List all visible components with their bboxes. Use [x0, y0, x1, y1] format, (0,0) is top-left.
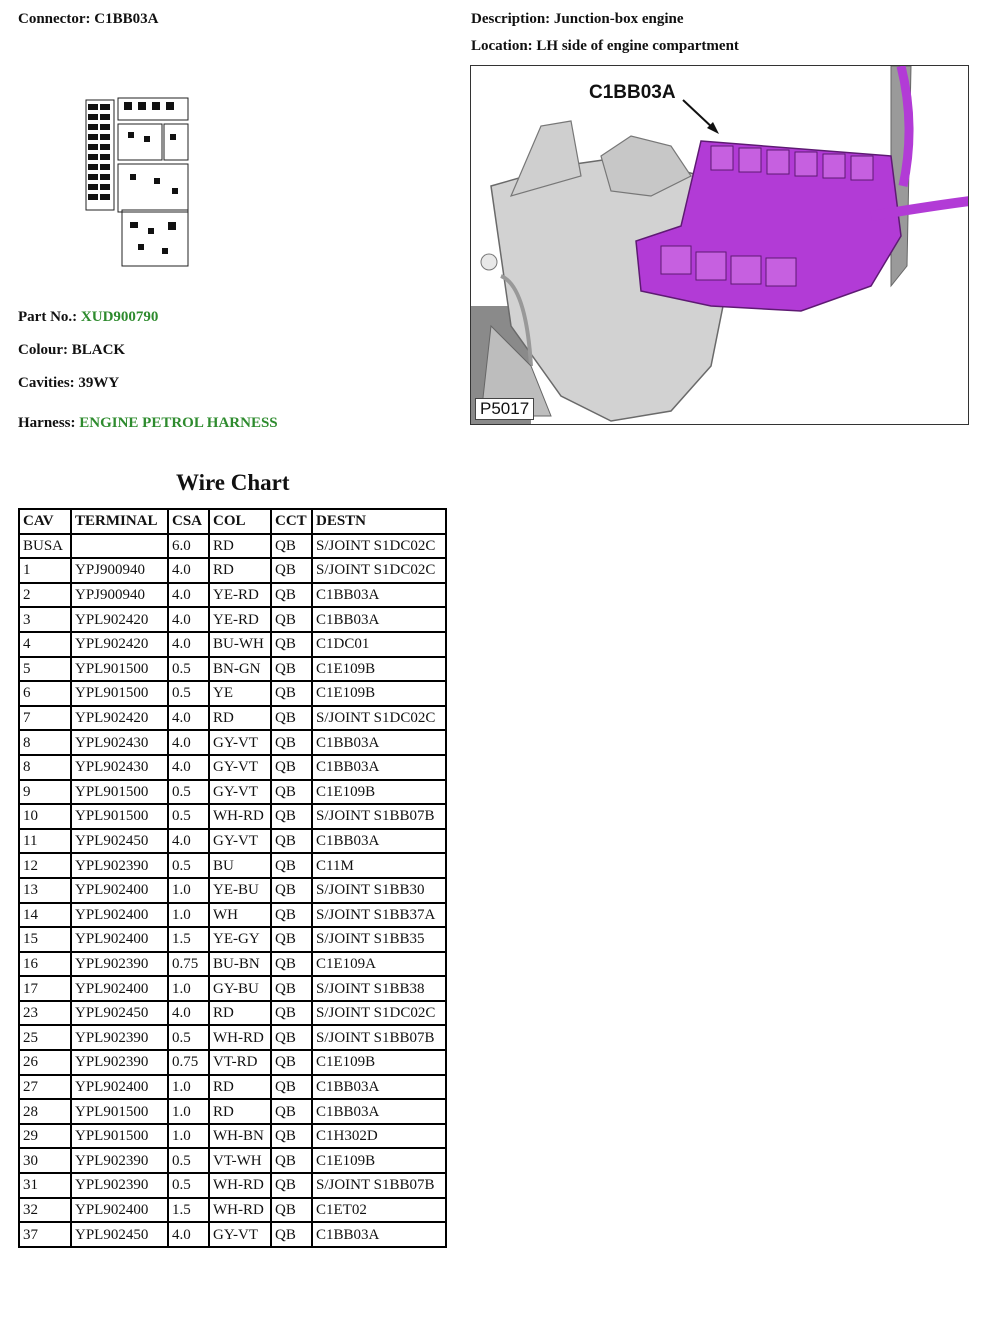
terminal-cell: YPL902390 [71, 1173, 168, 1198]
csa-cell: 4.0 [168, 730, 209, 755]
cct-cell: QB [271, 558, 312, 583]
csa-cell: 4.0 [168, 558, 209, 583]
csa-cell: 0.75 [168, 952, 209, 977]
col-cell: YE-BU [209, 878, 271, 903]
csa-cell: 4.0 [168, 1001, 209, 1026]
terminal-cell: YPL902420 [71, 706, 168, 731]
destn-cell: S/JOINT S1BB37A [312, 903, 446, 928]
table-row [19, 1148, 446, 1173]
destn-cell: C1BB03A [312, 1222, 446, 1247]
terminal-cell: YPL902420 [71, 632, 168, 657]
column-header: CAV [19, 509, 71, 534]
col-cell: WH-RD [209, 1198, 271, 1223]
cav-cell: 25 [19, 1025, 71, 1050]
engine-compartment-illustration [471, 66, 969, 425]
cav-cell: 31 [19, 1173, 71, 1198]
csa-cell: 4.0 [168, 706, 209, 731]
col-cell: WH-RD [209, 1173, 271, 1198]
wire-chart-body [19, 534, 446, 1247]
destn-cell: C1BB03A [312, 607, 446, 632]
destn-cell: S/JOINT S1BB35 [312, 927, 446, 952]
col-cell: YE [209, 681, 271, 706]
description-line [471, 11, 684, 28]
destn-cell: S/JOINT S1BB30 [312, 878, 446, 903]
cav-cell: 14 [19, 903, 71, 928]
cct-cell: QB [271, 1075, 312, 1100]
part-no-label: Part No.: [18, 309, 78, 325]
col-cell: BU-WH [209, 632, 271, 657]
col-cell: RD [209, 534, 271, 559]
col-cell: WH-BN [209, 1124, 271, 1149]
cct-cell: QB [271, 534, 312, 559]
destn-cell: C11M [312, 853, 446, 878]
cct-cell: QB [271, 681, 312, 706]
destn-cell: C1BB03A [312, 730, 446, 755]
cav-cell: 30 [19, 1148, 71, 1173]
table-row [19, 632, 446, 657]
table-row [19, 853, 446, 878]
colour-line [18, 342, 125, 359]
terminal-cell: YPL902390 [71, 952, 168, 977]
cct-cell: QB [271, 1148, 312, 1173]
csa-cell: 4.0 [168, 1222, 209, 1247]
terminal-cell: YPL902400 [71, 976, 168, 1001]
cav-cell: 2 [19, 583, 71, 608]
terminal-cell: YPL902450 [71, 1001, 168, 1026]
terminal-cell: YPL901500 [71, 681, 168, 706]
table-row [19, 878, 446, 903]
terminal-cell: YPL902400 [71, 1198, 168, 1223]
table-row [19, 607, 446, 632]
destn-cell: C1H302D [312, 1124, 446, 1149]
cct-cell: QB [271, 706, 312, 731]
col-cell: VT-WH [209, 1148, 271, 1173]
terminal-cell: YPL902420 [71, 607, 168, 632]
cct-cell: QB [271, 607, 312, 632]
destn-cell: S/JOINT S1DC02C [312, 558, 446, 583]
colour-label: Colour: [18, 342, 68, 358]
cavities-line [18, 375, 119, 392]
terminal-cell: YPL902400 [71, 878, 168, 903]
destn-cell: C1E109B [312, 1050, 446, 1075]
destn-cell: C1E109B [312, 1148, 446, 1173]
part-no-link[interactable]: XUD900790 [80, 309, 159, 325]
cct-cell: QB [271, 730, 312, 755]
col-cell: GY-VT [209, 1222, 271, 1247]
col-cell: GY-VT [209, 730, 271, 755]
csa-cell: 1.0 [168, 903, 209, 928]
column-header: CCT [271, 509, 312, 534]
destn-cell: C1E109B [312, 780, 446, 805]
cct-cell: QB [271, 952, 312, 977]
cav-cell: 7 [19, 706, 71, 731]
photo-reference-label: P5017 [475, 398, 534, 420]
terminal-cell: YPL902390 [71, 853, 168, 878]
terminal-cell: YPL902400 [71, 903, 168, 928]
table-row [19, 583, 446, 608]
csa-cell: 0.5 [168, 804, 209, 829]
col-cell: BU-BN [209, 952, 271, 977]
cav-cell: 23 [19, 1001, 71, 1026]
terminal-cell [71, 534, 168, 559]
table-row [19, 976, 446, 1001]
terminal-cell: YPL901500 [71, 1099, 168, 1124]
csa-cell: 4.0 [168, 829, 209, 854]
terminal-cell: YPL901500 [71, 1124, 168, 1149]
cav-cell: 17 [19, 976, 71, 1001]
cav-cell: 27 [19, 1075, 71, 1100]
terminal-cell: YPJ900940 [71, 583, 168, 608]
cav-cell: 15 [19, 927, 71, 952]
csa-cell: 4.0 [168, 632, 209, 657]
destn-cell: C1E109B [312, 657, 446, 682]
cct-cell: QB [271, 927, 312, 952]
col-cell: VT-RD [209, 1050, 271, 1075]
column-header: COL [209, 509, 271, 534]
destn-cell: S/JOINT S1DC02C [312, 534, 446, 559]
cav-cell: 4 [19, 632, 71, 657]
table-row [19, 829, 446, 854]
photo-callout-label: C1BB03A [589, 82, 676, 103]
table-row [19, 1173, 446, 1198]
column-header: TERMINAL [71, 509, 168, 534]
col-cell: RD [209, 1075, 271, 1100]
table-header-row [19, 509, 446, 534]
location-label: Location: [471, 38, 533, 54]
cct-cell: QB [271, 903, 312, 928]
cct-cell: QB [271, 1124, 312, 1149]
terminal-cell: YPL901500 [71, 804, 168, 829]
location-line [471, 38, 739, 55]
table-row [19, 1075, 446, 1100]
table-row [19, 780, 446, 805]
table-row [19, 534, 446, 559]
terminal-cell: YPL901500 [71, 657, 168, 682]
col-cell: YE-RD [209, 583, 271, 608]
cct-cell: QB [271, 853, 312, 878]
csa-cell: 1.0 [168, 976, 209, 1001]
cav-cell: 13 [19, 878, 71, 903]
cct-cell: QB [271, 829, 312, 854]
cav-cell: 10 [19, 804, 71, 829]
destn-cell: C1BB03A [312, 583, 446, 608]
col-cell: RD [209, 1099, 271, 1124]
cav-cell: 32 [19, 1198, 71, 1223]
column-header: DESTN [312, 509, 446, 534]
csa-cell: 1.0 [168, 878, 209, 903]
cct-cell: QB [271, 878, 312, 903]
csa-cell: 0.5 [168, 1025, 209, 1050]
cct-cell: QB [271, 1222, 312, 1247]
terminal-cell: YPL902400 [71, 927, 168, 952]
table-row [19, 952, 446, 977]
destn-cell: S/JOINT S1BB07B [312, 1025, 446, 1050]
cct-cell: QB [271, 755, 312, 780]
wire-chart-table [18, 508, 447, 1248]
col-cell: GY-VT [209, 829, 271, 854]
table-row [19, 927, 446, 952]
table-row [19, 681, 446, 706]
table-row [19, 657, 446, 682]
table-row [19, 730, 446, 755]
csa-cell: 0.5 [168, 1148, 209, 1173]
table-row [19, 1050, 446, 1075]
cav-cell: 3 [19, 607, 71, 632]
cct-cell: QB [271, 1025, 312, 1050]
destn-cell: C1BB03A [312, 1075, 446, 1100]
connector-line [18, 11, 158, 28]
cav-cell: 11 [19, 829, 71, 854]
cct-cell: QB [271, 1198, 312, 1223]
col-cell: BN-GN [209, 657, 271, 682]
cav-cell: 29 [19, 1124, 71, 1149]
table-row [19, 1001, 446, 1026]
table-row [19, 1124, 446, 1149]
cav-cell: 12 [19, 853, 71, 878]
terminal-cell: YPL902390 [71, 1050, 168, 1075]
terminal-cell: YPL902390 [71, 1025, 168, 1050]
cct-cell: QB [271, 657, 312, 682]
cct-cell: QB [271, 780, 312, 805]
col-cell: WH-RD [209, 1025, 271, 1050]
csa-cell: 0.5 [168, 681, 209, 706]
destn-cell: C1BB03A [312, 755, 446, 780]
csa-cell: 0.75 [168, 1050, 209, 1075]
destn-cell: C1BB03A [312, 829, 446, 854]
cct-cell: QB [271, 976, 312, 1001]
destn-cell: C1DC01 [312, 632, 446, 657]
cav-cell: 9 [19, 780, 71, 805]
col-cell: GY-BU [209, 976, 271, 1001]
part-no-line [18, 309, 158, 326]
harness-label: Harness: [18, 415, 76, 431]
csa-cell: 1.0 [168, 1099, 209, 1124]
destn-cell: C1BB03A [312, 1099, 446, 1124]
cct-cell: QB [271, 583, 312, 608]
terminal-cell: YPL902450 [71, 829, 168, 854]
csa-cell: 0.5 [168, 853, 209, 878]
table-row [19, 1222, 446, 1247]
table-row [19, 903, 446, 928]
cav-cell: 16 [19, 952, 71, 977]
cav-cell: BUSA [19, 534, 71, 559]
cav-cell: 5 [19, 657, 71, 682]
csa-cell: 4.0 [168, 755, 209, 780]
terminal-cell: YPL902450 [71, 1222, 168, 1247]
csa-cell: 1.0 [168, 1124, 209, 1149]
terminal-cell: YPL902430 [71, 755, 168, 780]
col-cell: BU [209, 853, 271, 878]
column-header: CSA [168, 509, 209, 534]
cct-cell: QB [271, 632, 312, 657]
col-cell: YE-GY [209, 927, 271, 952]
cav-cell: 26 [19, 1050, 71, 1075]
cav-cell: 8 [19, 730, 71, 755]
terminal-cell: YPL902390 [71, 1148, 168, 1173]
col-cell: WH [209, 903, 271, 928]
csa-cell: 0.5 [168, 780, 209, 805]
csa-cell: 0.5 [168, 1173, 209, 1198]
destn-cell: C1E109A [312, 952, 446, 977]
table-row [19, 804, 446, 829]
cav-cell: 8 [19, 755, 71, 780]
table-row [19, 558, 446, 583]
cavities-value: 39WY [78, 375, 120, 391]
col-cell: GY-VT [209, 780, 271, 805]
terminal-cell: YPJ900940 [71, 558, 168, 583]
col-cell: RD [209, 706, 271, 731]
table-row [19, 1198, 446, 1223]
destn-cell: S/JOINT S1BB38 [312, 976, 446, 1001]
col-cell: YE-RD [209, 607, 271, 632]
table-row [19, 1025, 446, 1050]
cct-cell: QB [271, 1173, 312, 1198]
destn-cell: S/JOINT S1DC02C [312, 1001, 446, 1026]
csa-cell: 1.5 [168, 927, 209, 952]
terminal-cell: YPL901500 [71, 780, 168, 805]
csa-cell: 1.5 [168, 1198, 209, 1223]
description-label: Description: [471, 11, 551, 27]
cav-cell: 37 [19, 1222, 71, 1247]
connector-value: C1BB03A [94, 11, 159, 27]
col-cell: WH-RD [209, 804, 271, 829]
csa-cell: 1.0 [168, 1075, 209, 1100]
cav-cell: 6 [19, 681, 71, 706]
table-row [19, 706, 446, 731]
terminal-cell: YPL902430 [71, 730, 168, 755]
csa-cell: 4.0 [168, 583, 209, 608]
connector-face-diagram [78, 92, 198, 272]
cct-cell: QB [271, 1099, 312, 1124]
cav-cell: 1 [19, 558, 71, 583]
wire-chart-title: Wire Chart [176, 470, 290, 495]
location-photo [470, 65, 969, 425]
col-cell: RD [209, 558, 271, 583]
cct-cell: QB [271, 804, 312, 829]
cct-cell: QB [271, 1050, 312, 1075]
terminal-cell: YPL902400 [71, 1075, 168, 1100]
destn-cell: S/JOINT S1DC02C [312, 706, 446, 731]
colour-value: BLACK [71, 342, 126, 358]
table-row [19, 755, 446, 780]
destn-cell: S/JOINT S1BB07B [312, 1173, 446, 1198]
destn-cell: C1E109B [312, 681, 446, 706]
table-row [19, 1099, 446, 1124]
cavities-label: Cavities: [18, 375, 75, 391]
cct-cell: QB [271, 1001, 312, 1026]
connector-label: Connector: [18, 11, 91, 27]
csa-cell: 6.0 [168, 534, 209, 559]
description-value: Junction-box engine [553, 11, 684, 27]
cav-cell: 28 [19, 1099, 71, 1124]
col-cell: RD [209, 1001, 271, 1026]
csa-cell: 0.5 [168, 657, 209, 682]
location-value: LH side of engine compartment [536, 38, 739, 54]
destn-cell: C1ET02 [312, 1198, 446, 1223]
harness-link[interactable]: ENGINE PETROL HARNESS [79, 415, 278, 431]
harness-line [18, 415, 278, 432]
csa-cell: 4.0 [168, 607, 209, 632]
destn-cell: S/JOINT S1BB07B [312, 804, 446, 829]
col-cell: GY-VT [209, 755, 271, 780]
